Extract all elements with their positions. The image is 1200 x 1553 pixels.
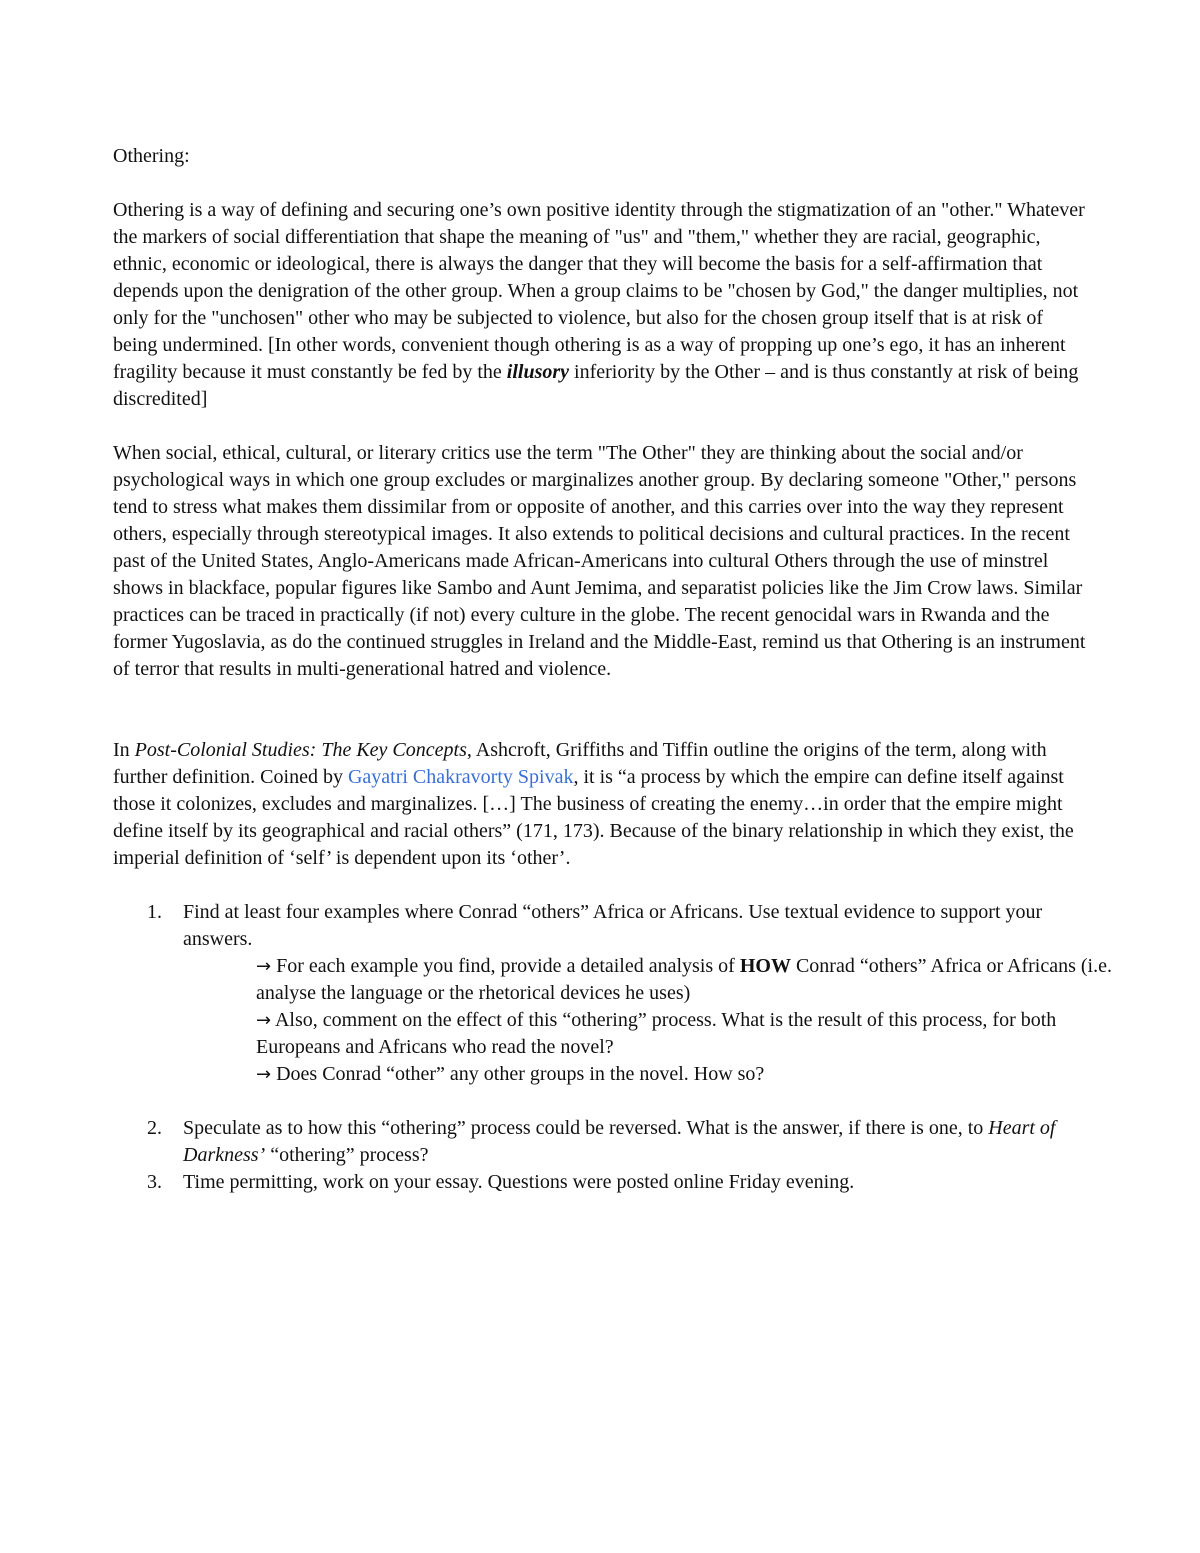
question-2 bbox=[113, 1115, 1088, 1169]
question-3-text: Time permitting, work on your essay. Questions were posted online Friday evening. bbox=[183, 1171, 855, 1193]
question-number: 3. bbox=[147, 1171, 162, 1193]
questions-list bbox=[113, 899, 1112, 1196]
othering-definition-paragraph bbox=[113, 197, 1088, 413]
question-2-text-end: “othering” process? bbox=[265, 1144, 429, 1166]
question-2-text bbox=[183, 1115, 1088, 1169]
question-number: 1. bbox=[147, 901, 162, 923]
para3-quote: , it is “a process by which the empire can define itself against those it colonizes, excludes and marginalizes. […] The business of creating the enemy…in order that the empire might define itself by its geographical and racial others” (171, 173). Because of the binary relationship in which they exist, the imperial definition of ‘self’ is dependent upon its ‘other’. bbox=[113, 766, 1074, 869]
para1-text-end: inferiority by the Other – and is thus constantly at risk of being discredited] bbox=[113, 361, 1079, 410]
question-3 bbox=[113, 1169, 1088, 1196]
para3-intro: In bbox=[113, 739, 135, 761]
para1-emphasis: illusory bbox=[506, 361, 570, 383]
subpoint-text-end: Conrad “others” Africa or Africans (i.e. analyse the language or the rhetorical devices he uses) bbox=[256, 955, 1112, 1004]
post-colonial-paragraph bbox=[113, 737, 1088, 872]
question-1 bbox=[113, 899, 1112, 1115]
book-title: Post-Colonial Studies: The Key Concepts bbox=[134, 739, 467, 761]
subpoint-text: For each example you find, provide a detailed analysis of bbox=[271, 955, 740, 977]
page-heading: Othering: bbox=[113, 145, 190, 167]
subpoint-effect bbox=[256, 1007, 1116, 1061]
novel-title: Heart of Darkness’ bbox=[183, 1117, 1056, 1166]
spacer bbox=[113, 872, 1088, 899]
the-other-paragraph: When social, ethical, cultural, or literary critics use the term "The Other" they are thinking about the social and/or psychological ways in which one group excludes or marginalizes another group. By declaring someone "Other," persons tend to stress what makes them dissimilar from or opposite of another, and this carries over into the way they represent others, especially through stereotypical images. It also extends to political decisions and cultural practices. In the recent past of the United States, Anglo-Americans made African-Americans into cultural Others through the use of minstrel shows in blackface, popular figures like Sambo and Aunt Jemima, and separatist policies like the Jim Crow laws. Similar practices can be traced in practically (if not) every culture in the globe. The recent genocidal wars in Rwanda and the former Yugoslavia, as do the continued struggles in Ireland and the Middle-East, remind us that Othering is an instrument of terror that results in multi-generational hatred and violence. bbox=[113, 442, 1086, 680]
spacer bbox=[183, 1088, 1088, 1115]
spacer bbox=[113, 170, 1088, 197]
arrow-right-icon: → bbox=[256, 956, 272, 977]
subpoint-how bbox=[256, 953, 1116, 1007]
arrow-right-icon: → bbox=[256, 1010, 272, 1031]
para3-mid: , Ashcroft, Griffiths and Tiffin outline the origins of the term, along with further definition. Coined by bbox=[113, 739, 1047, 788]
subpoint-other-groups bbox=[256, 1061, 1116, 1088]
question-2-text-start: Speculate as to how this “othering” process could be reversed. What is the answer, if there is one, to bbox=[183, 1117, 989, 1139]
spacer bbox=[113, 413, 1088, 440]
question-1-text: Find at least four examples where Conrad “others” Africa or Africans. Use textual evidence to support your answers. bbox=[183, 901, 1043, 950]
spacer bbox=[113, 683, 1088, 737]
question-number: 2. bbox=[147, 1117, 162, 1139]
subpoint-text: Also, comment on the effect of this “othering” process. What is the result of this process, for both Europeans and Africans who read the novel? bbox=[256, 1009, 1057, 1058]
question-1-subpoints bbox=[113, 953, 1116, 1088]
document-page bbox=[113, 143, 1112, 1196]
spivak-link[interactable]: Gayatri Chakravorty Spivak bbox=[347, 766, 574, 788]
subpoint-bold: HOW bbox=[739, 955, 791, 977]
para1-text: Othering is a way of defining and securing one’s own positive identity through the stigmatization of an "other." Whatever the markers of social differentiation that shape the meaning of "us" and "them," whether they are racial, geographic, ethnic, economic or ideological, there is always the danger that they will become the basis for a self-affirmation that depends upon the denigration of the other group. When a group claims to be "chosen by God," the danger multiplies, not only for the "unchosen" other who may be subjected to violence, but also for the chosen group itself that is at risk of being undermined. [In other words, convenient though othering is as a way of propping up one’s ego, it has an inherent fragility because it must constantly be fed by the bbox=[113, 199, 1085, 383]
arrow-right-icon: → bbox=[256, 1064, 272, 1085]
subpoint-text: Does Conrad “other” any other groups in the novel. How so? bbox=[271, 1063, 765, 1085]
